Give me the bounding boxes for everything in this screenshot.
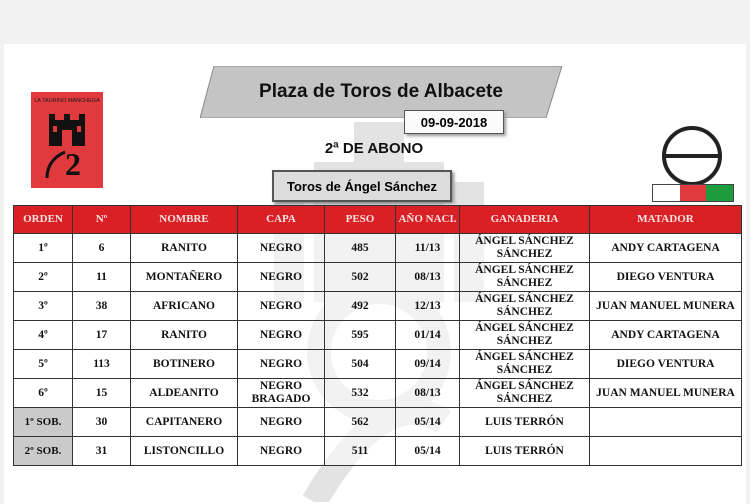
cell-anio: 12/13 [396, 292, 460, 321]
cell-numero: 113 [73, 350, 131, 379]
cell-orden: 4º [14, 321, 73, 350]
cell-ganaderia: LUIS TERRÓN [460, 408, 590, 437]
cell-ganaderia: LUIS TERRÓN [460, 437, 590, 466]
cell-orden: 2º SOB. [14, 437, 73, 466]
swirl-icon [45, 150, 67, 180]
col-peso: PESO [325, 206, 396, 234]
cell-orden: 6º [14, 379, 73, 408]
cell-orden: 1º [14, 234, 73, 263]
cell-peso: 492 [325, 292, 396, 321]
cell-numero: 11 [73, 263, 131, 292]
col-ganaderia: GANADERIA [460, 206, 590, 234]
cell-capa: NEGRO [238, 292, 325, 321]
cell-peso: 485 [325, 234, 396, 263]
cell-nombre: LISTONCILLO [131, 437, 238, 466]
abono-label: 2ª DE ABONO [324, 140, 424, 157]
cell-nombre: RANITO [131, 321, 238, 350]
col-orden: ORDEN [14, 206, 73, 234]
cell-matador: JUAN MANUEL MUNERA [590, 292, 742, 321]
table-row [14, 292, 742, 321]
cell-capa: NEGRO BRAGADO [238, 379, 325, 408]
cell-numero: 38 [73, 292, 131, 321]
cell-matador: ANDY CARTAGENA [590, 234, 742, 263]
cell-numero: 17 [73, 321, 131, 350]
cell-ganaderia: ÁNGEL SÁNCHEZ SÁNCHEZ [460, 350, 590, 379]
cell-nombre: RANITO [131, 234, 238, 263]
castle-icon [47, 112, 87, 146]
taurina-manchega-logo [31, 92, 103, 188]
cell-capa: NEGRO [238, 234, 325, 263]
col-capa: CAPA [238, 206, 325, 234]
ganaderia-label: Toros de Ángel Sánchez [272, 170, 452, 202]
cell-peso: 502 [325, 263, 396, 292]
cell-capa: NEGRO [238, 408, 325, 437]
cell-numero: 30 [73, 408, 131, 437]
cell-ganaderia: ÁNGEL SÁNCHEZ SÁNCHEZ [460, 263, 590, 292]
table-header-row [14, 206, 742, 234]
cell-capa: NEGRO [238, 437, 325, 466]
table-row [14, 408, 742, 437]
table-row [14, 234, 742, 263]
table-row [14, 321, 742, 350]
cell-anio: 08/13 [396, 379, 460, 408]
logo-text: LA TAURINO MANCHEGA [34, 98, 100, 104]
cell-nombre: CAPITANERO [131, 408, 238, 437]
cell-orden: 1º SOB. [14, 408, 73, 437]
cell-nombre: AFRICANO [131, 292, 238, 321]
col-numero: Nº [73, 206, 131, 234]
cell-ganaderia: ÁNGEL SÁNCHEZ SÁNCHEZ [460, 321, 590, 350]
cell-ganaderia: ÁNGEL SÁNCHEZ SÁNCHEZ [460, 379, 590, 408]
col-matador: MATADOR [590, 206, 742, 234]
cell-numero: 15 [73, 379, 131, 408]
page-title: Plaza de Toros de Albacete [259, 81, 503, 102]
cell-matador: DIEGO VENTURA [590, 263, 742, 292]
cell-peso: 595 [325, 321, 396, 350]
logo-number: 2 [65, 146, 81, 182]
cell-anio: 09/14 [396, 350, 460, 379]
cell-capa: NEGRO [238, 350, 325, 379]
cell-peso: 504 [325, 350, 396, 379]
cell-anio: 11/13 [396, 234, 460, 263]
bulls-table [13, 205, 742, 466]
col-anio-nacimiento: AÑO NACI. [396, 206, 460, 234]
cell-anio: 05/14 [396, 437, 460, 466]
table-row [14, 437, 742, 466]
cell-peso: 562 [325, 408, 396, 437]
table-row [14, 379, 742, 408]
cell-matador [590, 408, 742, 437]
cell-ganaderia: ÁNGEL SÁNCHEZ SÁNCHEZ [460, 234, 590, 263]
cell-nombre: ALDEANITO [131, 379, 238, 408]
cell-matador: ANDY CARTAGENA [590, 321, 742, 350]
table-row [14, 263, 742, 292]
cell-capa: NEGRO [238, 263, 325, 292]
cell-anio: 01/14 [396, 321, 460, 350]
cell-capa: NEGRO [238, 321, 325, 350]
cell-matador: JUAN MANUEL MUNERA [590, 379, 742, 408]
cell-nombre: MONTAÑERO [131, 263, 238, 292]
cell-orden: 5º [14, 350, 73, 379]
col-nombre: NOMBRE [131, 206, 238, 234]
plaza-emblem-icon [660, 124, 724, 188]
cell-numero: 6 [73, 234, 131, 263]
cell-numero: 31 [73, 437, 131, 466]
table-row [14, 350, 742, 379]
cell-anio: 08/13 [396, 263, 460, 292]
cell-matador [590, 437, 742, 466]
cell-matador: DIEGO VENTURA [590, 350, 742, 379]
cell-nombre: BOTINERO [131, 350, 238, 379]
cell-orden: 3º [14, 292, 73, 321]
cell-anio: 05/14 [396, 408, 460, 437]
cell-peso: 511 [325, 437, 396, 466]
cell-peso: 532 [325, 379, 396, 408]
event-date: 09-09-2018 [404, 110, 504, 134]
cell-orden: 2º [14, 263, 73, 292]
flag-stripe [652, 184, 734, 202]
document-page [4, 44, 746, 504]
cell-ganaderia: ÁNGEL SÁNCHEZ SÁNCHEZ [460, 292, 590, 321]
